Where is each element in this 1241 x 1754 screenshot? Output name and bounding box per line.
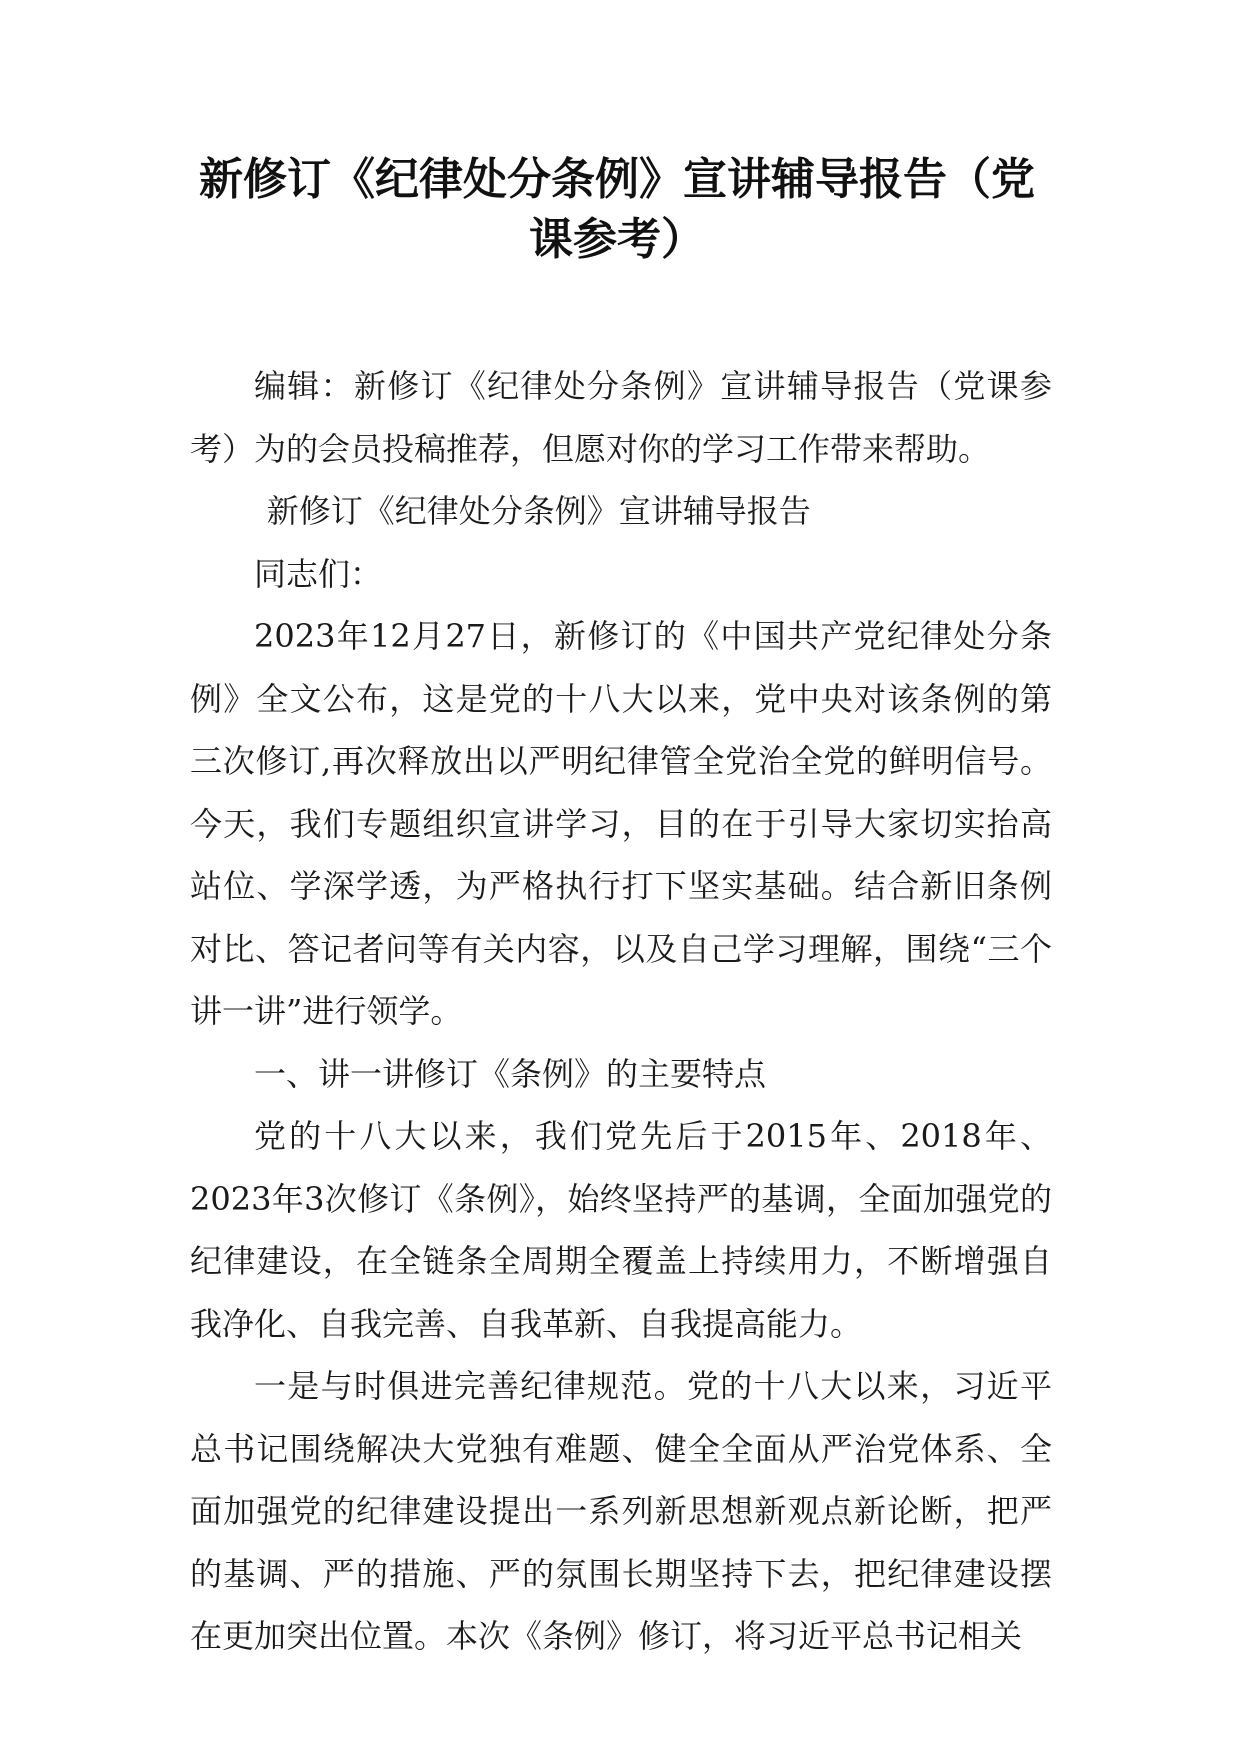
body-paragraph: 一是与时俱进完善纪律规范。党的十八大以来，习近平总书记围绕解决大党独有难题、健全全面从严治党体系、全面加强党的纪律建设提出一系列新思想新观点新论断，把严的基调、严的措施、严的氛围长期坚持下去，把纪律建设摆在更加突出位置。本次《条例》修订，将习近平总书记相关 bbox=[190, 1367, 1052, 1655]
editor-note-paragraph: 编辑：新修订《纪律处分条例》宣讲辅导报告（党课参考）为的会员投稿推荐，但愿对你的学习工作带来帮助。 bbox=[190, 367, 1052, 468]
section-heading-1: 一、讲一讲修订《条例》的主要特点 bbox=[254, 1054, 767, 1093]
body-paragraph: 党的十八大以来，我们党先后于2015年、2018年、2023年3次修订《条例》，始终坚持严的基调，全面加强党的纪律建设，在全链条全周期全覆盖上持续用力，不断增强自我净化、自我完善、自我革新、自我提高能力。 bbox=[190, 1117, 1052, 1343]
report-subtitle: 新修订《纪律处分条例》宣讲辅导报告 bbox=[266, 492, 811, 530]
salutation: 同志们： bbox=[254, 554, 383, 593]
intro-paragraph: 2023年12月27日，新修订的《中国共产党纪律处分条例》全文公布，这是党的十八大以来，党中央对该条例的第三次修订,再次释放出以严明纪律管全党治全党的鲜明信号。今天，我们专题组织宣讲学习，目的在于引导大家切实抬高站位、学深学透，为严格执行打下坚实基础。结合新旧条例对比、答记者问等有关内容，以及自己学习理解，围绕“三个讲一讲”进行领学。 bbox=[190, 617, 1052, 1030]
document-title: 新修订《纪律处分条例》宣讲辅导报告（党课参考） bbox=[199, 154, 1035, 265]
document-body bbox=[190, 355, 1052, 1668]
